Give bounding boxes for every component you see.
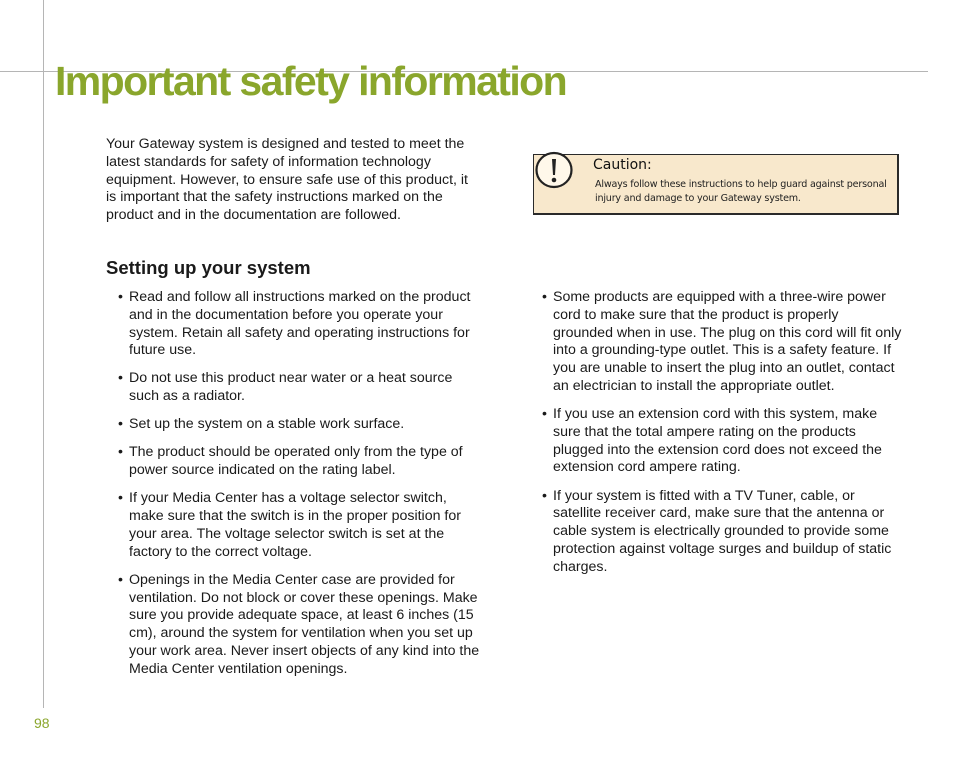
right-bullet-list (542, 289, 902, 587)
caution-title: Caution: (593, 157, 652, 173)
caution-text: Always follow these instructions to help guard against personal injury and damage to your Gateway system. (595, 179, 887, 204)
margin-vertical-rule (43, 0, 44, 708)
intro-paragraph: Your Gateway system is designed and tested to meet the latest standards for safety of information technology equipment. However, to ensure safe use of this product, it is important that the safety instructions marked on the product and in the documentation are followed. (106, 136, 468, 224)
list-item: • Do not use this product near water or a heat source such as a radiator. (118, 370, 480, 406)
list-item: • Openings in the Media Center case are provided for ventilation. Do not block or cover these openings. Make sure you provide adequate space, at least 6 inches (15 cm), around the system for ventilation when you set up your work area. Never insert objects of any kind into the Media Center ventilation openings. (118, 572, 480, 679)
list-item: • Set up the system on a stable work surface. (118, 416, 480, 434)
list-item: • The product should be operated only from the type of power source indicated on the rating label. (118, 444, 480, 480)
list-item: • If your system is fitted with a TV Tuner, cable, or satellite receiver card, make sure that the antenna or cable system is electrically grounded to provide some protection against voltage surges and buildup of static charges. (542, 488, 902, 577)
exclamation-icon (535, 151, 573, 189)
list-item: • Read and follow all instructions marked on the product and in the documentation before you operate your system. Retain all safety and operating instructions for future use. (118, 289, 480, 360)
left-bullet-list (118, 289, 480, 689)
list-item: • If your Media Center has a voltage selector switch, make sure that the switch is in the proper position for your area. The voltage selector switch is set at the factory to the correct voltage. (118, 490, 480, 561)
page-title: Important safety information (55, 58, 567, 104)
page-number: 98 (34, 715, 50, 731)
list-item: • Some products are equipped with a three-wire power cord to make sure that the product is properly grounded when in use. The plug on this cord will fit only into a grounding-type outlet. This is a safety feature. If you are unable to insert the plug into an outlet, contact an electrician to install the appropriate outlet. (542, 289, 902, 396)
section-heading: Setting up your system (106, 257, 311, 278)
list-item: • If you use an extension cord with this system, make sure that the total ampere rating on the products plugged into the extension cord does not exceed the extension cord ampere rating. (542, 406, 902, 477)
